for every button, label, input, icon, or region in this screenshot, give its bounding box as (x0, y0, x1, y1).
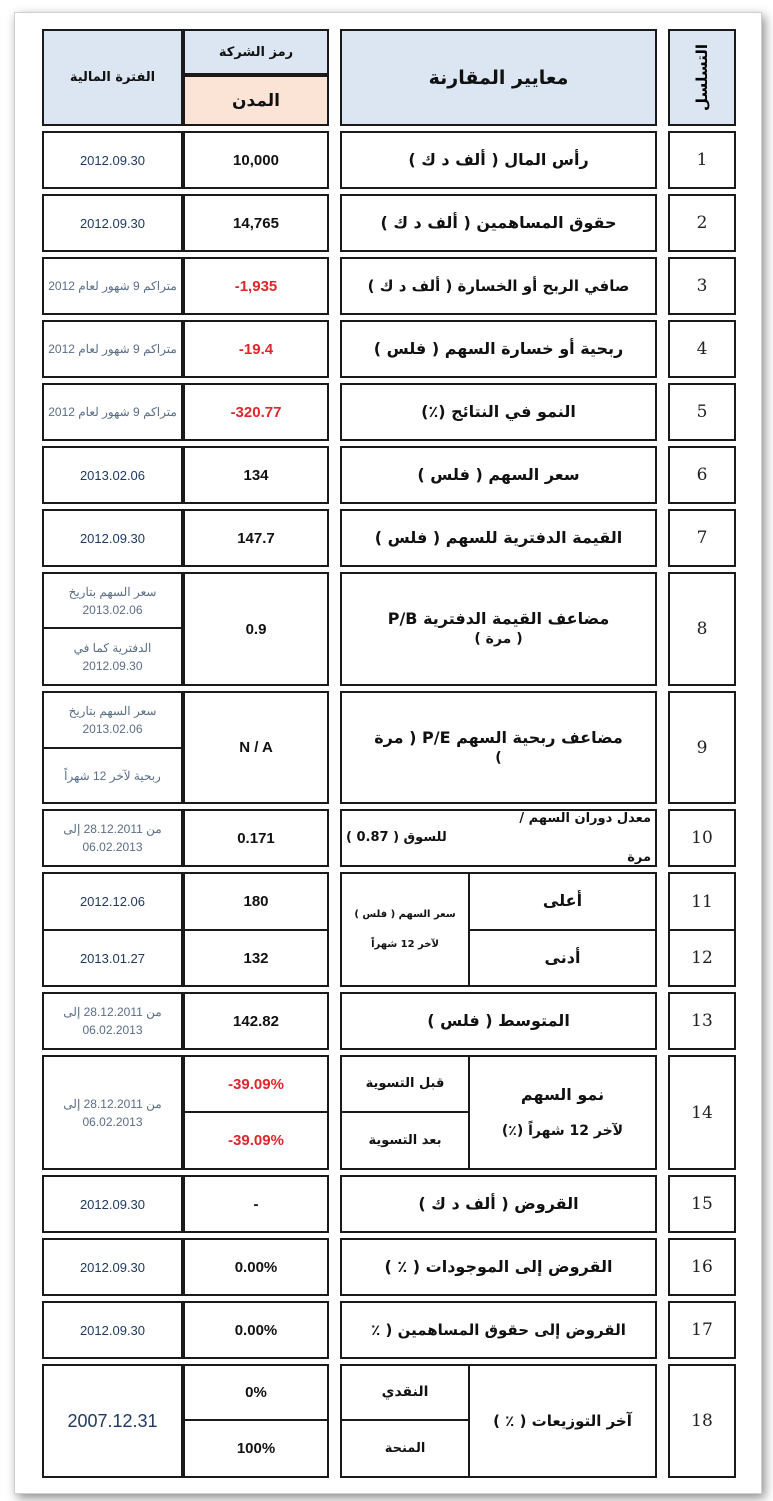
row-15-number (668, 1175, 736, 1233)
cell-text: معدل دوران السهم / (519, 810, 651, 826)
row-18-value-bonus (183, 1419, 329, 1478)
company-code-value: المدن (232, 90, 280, 111)
cell-text: سعر السهم بتاريخ 2013.02.06 (68, 584, 157, 617)
cell-text: ربحية أو خسارة السهم ( فلس ) (373, 338, 624, 358)
cell-text: -1,935 (234, 277, 278, 295)
cell-text: 1 (696, 150, 708, 170)
cell-text: القروض إلى الموجودات ( ٪ ) (384, 1256, 613, 1276)
row-6-period (42, 446, 183, 504)
cell-text: من 28.12.2011 إلى 06.02.2013 (63, 822, 162, 854)
row-14-number (668, 1055, 736, 1170)
cell-text: 10,000 (233, 151, 279, 169)
row-10-value (183, 809, 329, 867)
cell-text: قبل التسوية (365, 1076, 445, 1092)
row-1-value (183, 131, 329, 189)
cell-text: 2013.01.27 (79, 950, 146, 966)
row-14-criterion (468, 1055, 657, 1170)
cell-text: 0.00% (234, 1258, 278, 1276)
cell-text: 147.7 (237, 529, 275, 547)
row-9-value (183, 691, 329, 804)
row-8-value (183, 572, 329, 686)
row-4-criterion (340, 320, 657, 378)
row-12-label (468, 929, 657, 987)
cell-text: 0.9 (245, 620, 267, 638)
row-11-12-group-label (340, 872, 470, 987)
cell-text: 2013.02.06 (79, 467, 146, 483)
row-17-criterion (340, 1301, 657, 1359)
row-7-value (183, 509, 329, 567)
cell-text: 134 (243, 466, 269, 484)
row-9-criterion (340, 691, 657, 804)
row-6-number (668, 446, 736, 504)
cell-text: القروض ( ألف د ك ) (418, 1193, 579, 1213)
row-13-criterion (340, 992, 657, 1050)
cell-text: 11 (691, 891, 713, 912)
row-12-value (183, 929, 329, 987)
row-5-period (42, 383, 183, 441)
cell-text: لآخر 12 شهراً (٪) (501, 1122, 624, 1139)
cell-text: نمو السهم (520, 1084, 605, 1104)
cell-text: بعد التسوية (368, 1132, 442, 1148)
row-17-value (183, 1301, 329, 1359)
cell-text: آخر التوزيعات ( ٪ ) (493, 1411, 632, 1430)
row-14-period (42, 1055, 183, 1170)
row-3-period (42, 257, 183, 315)
row-2-value (183, 194, 329, 252)
row-15-criterion (340, 1175, 657, 1233)
cell-text: حقوق المساهمين ( ألف د ك ) (380, 212, 617, 232)
row-8-period-bottom (42, 627, 183, 686)
row-9-period-bottom (42, 747, 183, 804)
cell-text: 14,765 (233, 214, 279, 232)
row-7-period (42, 509, 183, 567)
row-15-period (42, 1175, 183, 1233)
row-11-value (183, 872, 329, 931)
cell-text: 0.171 (237, 829, 275, 847)
cell-text: متراكم 9 شهور لعام 2012 (48, 279, 177, 293)
company-code-label: رمز الشركة (218, 44, 294, 60)
cell-text: 4 (696, 339, 708, 359)
cell-text: متراكم 9 شهور لعام 2012 (48, 405, 177, 419)
cell-text: ( مرة ) (474, 631, 523, 648)
cell-text: 14 (691, 1102, 713, 1123)
row-1-number (668, 131, 736, 189)
cell-text: 142.82 (233, 1012, 279, 1030)
cell-text: من 28.12.2011 إلى 06.02.2013 (63, 1005, 162, 1037)
cell-text: الدفترية كما في 2012.09.30 (73, 640, 152, 673)
row-5-criterion (340, 383, 657, 441)
cell-text: 16 (691, 1257, 713, 1277)
row-16-period (42, 1238, 183, 1296)
cell-text: -320.77 (230, 403, 282, 421)
cell-text: 15 (691, 1194, 713, 1214)
row-2-criterion (340, 194, 657, 252)
cell-text: 2012.09.30 (79, 152, 146, 168)
cell-text: صافي الربح أو الخسارة ( ألف د ك ) (367, 276, 630, 295)
cell-text: 3 (696, 276, 708, 296)
cell-text: 8 (696, 619, 708, 639)
row-14-sub-after (340, 1111, 470, 1170)
cell-text: 2 (696, 213, 708, 233)
header-serial (668, 29, 736, 126)
cell-text: للسوق ( 0.87 ) (346, 830, 447, 846)
row-12-number (668, 929, 736, 987)
cell-text: 12 (691, 948, 713, 968)
cell-text: المنحة (384, 1440, 426, 1456)
row-3-number (668, 257, 736, 315)
cell-text: 2012.09.30 (79, 530, 146, 546)
cell-text: 132 (243, 949, 269, 967)
row-16-criterion (340, 1238, 657, 1296)
row-18-value-cash (183, 1364, 329, 1421)
header-period (42, 29, 183, 126)
cell-text: 0.00% (234, 1321, 278, 1339)
cell-text: 2007.12.31 (67, 1410, 158, 1431)
row-10-criterion (340, 809, 657, 867)
cell-text: سعر السهم بتاريخ 2013.02.06 (68, 704, 157, 736)
cell-text: 9 (696, 737, 708, 758)
cell-text: 0% (245, 1384, 267, 1401)
cell-text: ) (495, 749, 502, 766)
row-13-number (668, 992, 736, 1050)
cell-text: 2012.09.30 (79, 1322, 146, 1338)
row-18-sub-bonus (340, 1419, 470, 1478)
criteria-title: معايير المقارنة (428, 66, 569, 89)
row-18-number (668, 1364, 736, 1478)
cell-text: النمو في النتائج (٪) (421, 401, 576, 421)
header-criteria (340, 29, 657, 126)
row-17-period (42, 1301, 183, 1359)
cell-text: من 28.12.2011 إلى 06.02.2013 (63, 1096, 162, 1129)
row-11-label (468, 872, 657, 931)
row-16-number (668, 1238, 736, 1296)
row-11-number (668, 872, 736, 931)
serial-title: التسلسل (693, 44, 711, 111)
row-7-criterion (340, 509, 657, 567)
cell-text: رأس المال ( ألف د ك ) (408, 149, 589, 169)
cell-text: N / A (239, 739, 273, 756)
row-14-value-after (183, 1111, 329, 1170)
row-4-value (183, 320, 329, 378)
row-12-period (42, 929, 183, 987)
cell-text: 7 (696, 528, 708, 548)
cell-text: 17 (691, 1320, 713, 1340)
cell-text: -39.09% (228, 1132, 284, 1149)
row-14-value-before (183, 1055, 329, 1113)
header-company-code (183, 75, 329, 126)
row-8-criterion (340, 572, 657, 686)
cell-text: 13 (691, 1011, 713, 1031)
cell-text: أدنى (544, 947, 581, 967)
cell-text: أعلى (542, 891, 583, 911)
row-17-number (668, 1301, 736, 1359)
row-18-period (42, 1364, 183, 1478)
cell-text: -19.4 (238, 340, 274, 358)
row-13-period (42, 992, 183, 1050)
row-9-period-top (42, 691, 183, 749)
cell-text: 18 (691, 1411, 713, 1431)
row-1-criterion (340, 131, 657, 189)
cell-text: 2012.09.30 (79, 1259, 146, 1275)
row-10-period (42, 809, 183, 867)
row-10-number (668, 809, 736, 867)
row-16-value (183, 1238, 329, 1296)
cell-text: مرة (627, 849, 651, 865)
cell-text: - (253, 1195, 259, 1213)
cell-text: -39.09% (228, 1075, 284, 1093)
row-15-value (183, 1175, 329, 1233)
header-company-code-label (183, 29, 329, 75)
cell-text: متراكم 9 شهور لعام 2012 (48, 342, 177, 356)
row-6-criterion (340, 446, 657, 504)
cell-text: مضاعف ربحية السهم P/E ( مرة (374, 727, 623, 747)
row-14-sub-before (340, 1055, 470, 1113)
row-8-period-top (42, 572, 183, 629)
cell-text: ربحية لآخر 12 شهراً (64, 768, 161, 783)
row-7-number (668, 509, 736, 567)
row-2-number (668, 194, 736, 252)
cell-text: سعر السهم ( فلس ) (417, 464, 580, 484)
row-13-value (183, 992, 329, 1050)
row-3-value (183, 257, 329, 315)
cell-text: القيمة الدفترية للسهم ( فلس ) (374, 527, 623, 547)
cell-text: 2012.12.06 (79, 894, 146, 909)
cell-text: القروض إلى حقوق المساهمين ( ٪ (371, 1320, 626, 1339)
cell-text: 5 (696, 402, 708, 422)
row-5-number (668, 383, 736, 441)
row-8-number (668, 572, 736, 686)
row-18-criterion (468, 1364, 657, 1478)
header-period-label: الفترة المالية (69, 70, 156, 85)
cell-text: 2012.09.30 (79, 215, 146, 231)
row-6-value (183, 446, 329, 504)
cell-text: 10 (691, 828, 713, 848)
cell-text: 6 (696, 465, 708, 485)
row-11-period (42, 872, 183, 931)
cell-text: النقدي (381, 1384, 429, 1400)
row-9-number (668, 691, 736, 804)
row-5-value (183, 383, 329, 441)
cell-text: المتوسط ( فلس ) (427, 1010, 570, 1030)
cell-text: 2012.09.30 (79, 1196, 146, 1212)
row-18-sub-cash (340, 1364, 470, 1421)
row-4-number (668, 320, 736, 378)
row-3-criterion (340, 257, 657, 315)
cell-text: سعر السهم ( فلس ) (354, 908, 456, 920)
row-1-period (42, 131, 183, 189)
cell-text: لآخر 12 شهراً (371, 938, 439, 950)
row-2-period (42, 194, 183, 252)
cell-text: 100% (236, 1440, 276, 1457)
cell-text: مضاعف القيمة الدفترية P/B (387, 609, 610, 628)
cell-text: 180 (243, 893, 269, 910)
row-4-period (42, 320, 183, 378)
